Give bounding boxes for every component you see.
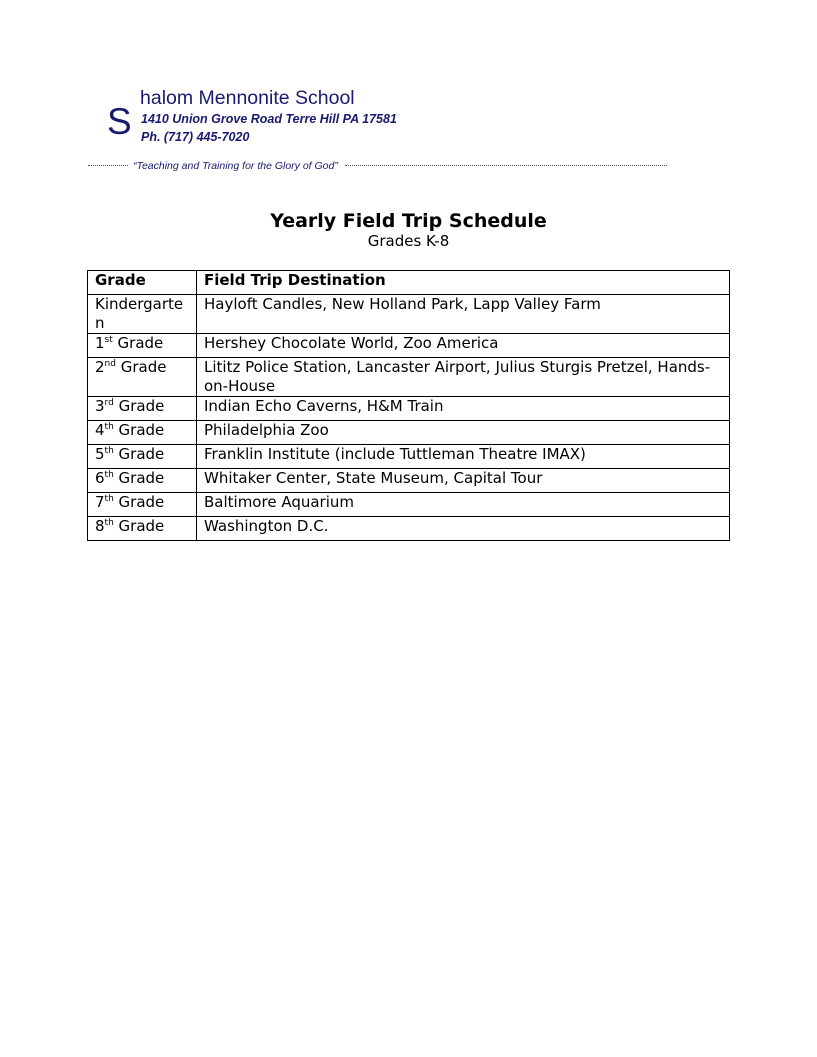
grade-number: 7 (95, 493, 105, 511)
grade-word: Grade (113, 445, 165, 463)
table-row (88, 334, 730, 358)
school-name: halom Mennonite School (140, 87, 355, 109)
grade-cell (88, 517, 197, 541)
grade-ordinal: st (104, 335, 113, 345)
school-address: 1410 Union Grove Road Terre Hill PA 17581 (141, 112, 397, 126)
table-row (88, 358, 730, 397)
table-row (88, 517, 730, 541)
grade-number: 1 (95, 334, 105, 352)
destination-cell: Whitaker Center, State Museum, Capital Tour (197, 469, 730, 493)
destination-cell: Hayloft Candles, New Holland Park, Lapp Valley Farm (197, 295, 730, 334)
school-phone: Ph. (717) 445-7020 (141, 130, 250, 144)
grade-word: Grade (113, 469, 165, 487)
grade-number: 3 (95, 397, 105, 415)
grade-number: 6 (95, 469, 105, 487)
grade-cell (88, 334, 197, 358)
divider-right (345, 165, 667, 166)
grade-word: Grade (113, 421, 165, 439)
destination-cell: Hershey Chocolate World, Zoo America (197, 334, 730, 358)
grade-ordinal: rd (104, 398, 114, 408)
grade-word: Grade (113, 517, 165, 535)
grade-cell (88, 421, 197, 445)
page-title: Yearly Field Trip Schedule (270, 210, 547, 232)
header-destination: Field Trip Destination (197, 271, 730, 295)
grade-cell (88, 445, 197, 469)
field-trip-table (87, 270, 730, 541)
grade-word: Grade (112, 334, 164, 352)
grade-ordinal: nd (104, 359, 116, 369)
destination-cell: Washington D.C. (197, 517, 730, 541)
header-grade: Grade (88, 271, 197, 295)
table-header-row (88, 271, 730, 295)
table-row (88, 445, 730, 469)
grade-number: 2 (95, 358, 105, 376)
grade-ordinal: th (104, 494, 114, 504)
grade-number: 8 (95, 517, 105, 535)
grade-cell (88, 469, 197, 493)
grade-word: Grade (115, 358, 167, 376)
destination-cell: Baltimore Aquarium (197, 493, 730, 517)
destination-cell: Lititz Police Station, Lancaster Airport, Julius Sturgis Pretzel, Hands-on-House (197, 358, 730, 397)
motto-row (88, 158, 667, 174)
table-row (88, 397, 730, 421)
table-row (88, 493, 730, 517)
grade-ordinal: th (104, 446, 114, 456)
grade-cell (88, 493, 197, 517)
destination-cell: Franklin Institute (include Tuttleman Theatre IMAX) (197, 445, 730, 469)
grade-cell (88, 358, 197, 397)
grade-number: 4 (95, 421, 105, 439)
destination-cell: Indian Echo Caverns, H&M Train (197, 397, 730, 421)
grade-ordinal: th (104, 422, 114, 432)
grade-number: 5 (95, 445, 105, 463)
school-motto: “Teaching and Training for the Glory of God” (133, 160, 338, 172)
letterhead (0, 0, 817, 180)
divider-left (88, 165, 128, 166)
grade-word: Grade (113, 493, 165, 511)
table-row (88, 295, 730, 334)
page-subtitle: Grades K-8 (367, 232, 450, 250)
destination-cell: Philadelphia Zoo (197, 421, 730, 445)
grade-word: Grade (113, 397, 165, 415)
grade-cell (88, 397, 197, 421)
grade-label: Kindergarten (95, 295, 184, 332)
school-initial: S (107, 101, 132, 142)
table-row (88, 469, 730, 493)
table-row (88, 421, 730, 445)
grade-ordinal: th (104, 518, 114, 528)
grade-ordinal: th (104, 470, 114, 480)
grade-cell (88, 295, 197, 334)
